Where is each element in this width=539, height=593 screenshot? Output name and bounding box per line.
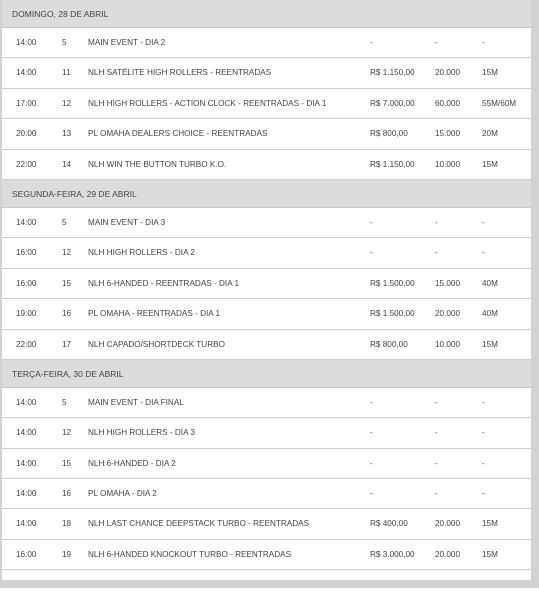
event-buyin: -	[370, 428, 373, 438]
event-stack: -	[435, 489, 438, 499]
event-stack: 10.000	[435, 339, 461, 349]
event-stack: -	[435, 217, 438, 227]
event-name: PL OMAHA DEALERS CHOICE - REENTRADAS	[88, 129, 268, 139]
event-number: 5	[62, 397, 67, 407]
table-row	[2, 28, 531, 58]
event-time: 14:00	[16, 458, 37, 468]
table-row	[2, 58, 531, 88]
event-stack: 20.000	[435, 519, 461, 529]
event-levels: -	[482, 248, 485, 258]
event-name: NLH 6-HANDED - REENTRADAS - DIA 1	[88, 278, 240, 288]
event-levels: -	[482, 428, 485, 438]
event-time: 14:00	[16, 217, 37, 227]
event-levels: 15M	[482, 159, 498, 169]
event-levels: -	[482, 38, 485, 47]
event-number: 5	[62, 217, 67, 227]
table-row	[2, 119, 531, 149]
event-time: 14:00	[16, 397, 37, 407]
event-number: 15	[62, 278, 72, 288]
event-buyin: -	[370, 397, 373, 407]
event-buyin: R$ 400,00	[370, 519, 408, 529]
table-row	[2, 509, 531, 539]
event-levels: -	[482, 397, 485, 407]
event-number: 12	[62, 248, 72, 258]
event-number: 12	[62, 98, 72, 108]
event-buyin: R$ 800,00	[370, 129, 408, 139]
event-buyin: R$ 1.150,00	[370, 159, 415, 169]
table-row	[2, 269, 531, 299]
event-name: NLH CAPADO/SHORTDECK TURBO	[88, 339, 225, 349]
event-buyin: R$ 1.500,00	[370, 278, 415, 288]
event-stack: 20.000	[435, 309, 461, 319]
event-name: MAIN EVENT - DIA 3	[88, 217, 166, 227]
event-number: 14	[62, 159, 72, 169]
event-stack: -	[435, 248, 438, 258]
event-buyin: R$ 7.000,00	[370, 98, 415, 108]
event-levels: -	[482, 217, 485, 227]
table-row	[2, 208, 531, 238]
event-stack: 60.000	[435, 98, 461, 108]
event-levels: 15M	[482, 549, 498, 559]
event-name: NLH LAST CHANCE DEEPSTACK TURBO - REENTRADAS	[88, 519, 310, 529]
event-buyin: -	[370, 217, 373, 227]
event-time: 14:00	[16, 428, 37, 438]
event-number: 16	[62, 489, 72, 499]
event-buyin: -	[370, 248, 373, 258]
event-buyin: R$ 3.000,00	[370, 549, 415, 559]
event-number: 15	[62, 458, 72, 468]
event-stack: -	[435, 428, 438, 438]
day-header: DOMINGO, 28 DE ABRIL	[2, 0, 531, 28]
table-row	[2, 299, 531, 329]
event-buyin: -	[370, 38, 373, 47]
table-row	[2, 540, 531, 570]
event-buyin: R$ 1.500,00	[370, 309, 415, 319]
event-buyin: R$ 800,00	[370, 339, 408, 349]
event-levels: 15M	[482, 519, 498, 529]
event-stack: 15.000	[435, 129, 461, 139]
table-row	[2, 238, 531, 268]
event-levels: 40M	[482, 309, 498, 319]
event-stack: 10.000	[435, 159, 461, 169]
event-name: NLH 6-HANDED KNOCKOUT TURBO - REENTRADAS	[88, 549, 292, 559]
event-time: 14:00	[16, 489, 37, 499]
event-levels: 40M	[482, 278, 498, 288]
event-name: MAIN EVENT - DIA FINAL	[88, 397, 184, 407]
event-time: 14:00	[16, 519, 37, 529]
event-stack: 15.000	[435, 278, 461, 288]
event-time: 14:00	[16, 38, 37, 47]
event-number: 19	[62, 549, 72, 559]
table-row	[2, 449, 531, 479]
event-time: 22:00	[16, 159, 37, 169]
event-levels: -	[482, 489, 485, 499]
event-time: 19:00	[16, 309, 37, 319]
day-header: SEGUNDA-FEIRA, 29 DE ABRIL	[2, 180, 531, 208]
day-header: TERÇA-FEIRA, 30 DE ABRIL	[2, 360, 531, 388]
event-stack: -	[435, 397, 438, 407]
event-name: PL OMAHA - REENTRADAS - DIA 1	[88, 309, 221, 319]
event-levels: 15M	[482, 68, 498, 78]
event-number: 5	[62, 38, 67, 47]
event-name: NLH 6-HANDED - DIA 2	[88, 458, 176, 468]
event-time: 20:00	[16, 129, 37, 139]
table-row	[2, 330, 531, 360]
table-row	[2, 89, 531, 119]
event-number: 17	[62, 339, 72, 349]
event-buyin: -	[370, 489, 373, 499]
table-row	[2, 479, 531, 509]
event-stack: 20.000	[435, 549, 461, 559]
event-time: 22:00	[16, 339, 37, 349]
event-time: 16:00	[16, 549, 37, 559]
event-stack: -	[435, 38, 438, 47]
event-name: NLH SATÉLITE HIGH ROLLERS - REENTRADAS	[88, 68, 272, 78]
event-time: 14:00	[16, 68, 37, 78]
event-stack: -	[435, 458, 438, 468]
event-levels: 55M/60M	[482, 98, 517, 108]
event-name: NLH WIN THE BUTTON TURBO K.O.	[88, 159, 227, 169]
table-row	[2, 150, 531, 180]
event-levels: -	[482, 458, 485, 468]
event-number: 13	[62, 129, 72, 139]
event-name: PL OMAHA - DIA 2	[88, 489, 157, 499]
event-name: MAIN EVENT - DIA 2	[88, 38, 166, 47]
event-time: 17:00	[16, 98, 37, 108]
event-time: 16:00	[16, 248, 37, 258]
table-row	[2, 388, 531, 418]
event-name: NLH HIGH ROLLERS - DIA 2	[88, 248, 195, 258]
event-levels: 15M	[482, 339, 498, 349]
event-number: 18	[62, 519, 72, 529]
event-name: NLH HIGH ROLLERS - ACTION CLOCK - REENTRADAS - DIA 1	[88, 98, 327, 108]
event-number: 12	[62, 428, 72, 438]
event-buyin: R$ 1.150,00	[370, 68, 415, 78]
event-number: 16	[62, 309, 72, 319]
event-name: NLH HIGH ROLLERS - DIA 3	[88, 428, 195, 438]
event-number: 11	[62, 68, 71, 78]
event-levels: 20M	[482, 129, 498, 139]
table-row	[2, 418, 531, 448]
event-stack: 20.000	[435, 68, 461, 78]
event-time: 16:00	[16, 278, 37, 288]
event-buyin: -	[370, 458, 373, 468]
